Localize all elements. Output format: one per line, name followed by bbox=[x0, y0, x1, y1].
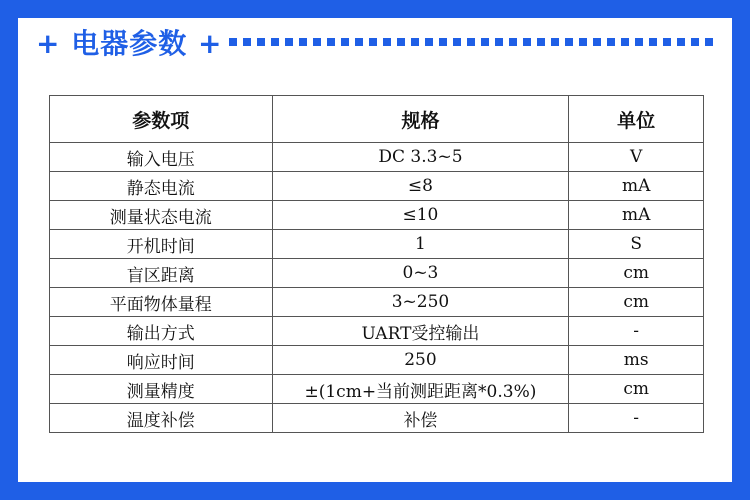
section-header bbox=[36, 22, 222, 62]
cell-param: 响应时间 bbox=[50, 346, 273, 375]
table-header-row bbox=[50, 96, 704, 143]
cell-spec: 1 bbox=[272, 230, 569, 259]
table-row bbox=[50, 404, 704, 433]
cell-unit: ms bbox=[569, 346, 704, 375]
cell-spec: 补偿 bbox=[272, 404, 569, 433]
cell-spec: UART受控输出 bbox=[272, 317, 569, 346]
table-row bbox=[50, 288, 704, 317]
table-row bbox=[50, 172, 704, 201]
cell-spec: 3~250 bbox=[272, 288, 569, 317]
column-header-spec: 规格 bbox=[272, 96, 569, 143]
column-header-unit: 单位 bbox=[569, 96, 704, 143]
cell-spec: 0~3 bbox=[272, 259, 569, 288]
table-row bbox=[50, 201, 704, 230]
cell-param: 静态电流 bbox=[50, 172, 273, 201]
table-row bbox=[50, 375, 704, 404]
table-row bbox=[50, 230, 704, 259]
cell-unit: mA bbox=[569, 201, 704, 230]
cell-unit: - bbox=[569, 317, 704, 346]
spec-table bbox=[49, 95, 704, 433]
cell-unit: V bbox=[569, 143, 704, 172]
column-header-param: 参数项 bbox=[50, 96, 273, 143]
cell-param: 盲区距离 bbox=[50, 259, 273, 288]
table-row bbox=[50, 317, 704, 346]
cell-param: 测量精度 bbox=[50, 375, 273, 404]
cell-param: 开机时间 bbox=[50, 230, 273, 259]
cell-spec: DC 3.3~5 bbox=[272, 143, 569, 172]
cell-unit: cm bbox=[569, 259, 704, 288]
cell-spec: 250 bbox=[272, 346, 569, 375]
cell-spec: ≤10 bbox=[272, 201, 569, 230]
table-row bbox=[50, 259, 704, 288]
cell-param: 温度补偿 bbox=[50, 404, 273, 433]
table-row bbox=[50, 143, 704, 172]
cell-param: 输入电压 bbox=[50, 143, 273, 172]
cell-param: 平面物体量程 bbox=[50, 288, 273, 317]
cell-param: 测量状态电流 bbox=[50, 201, 273, 230]
cell-spec: ±(1cm+当前测距距离*0.3%) bbox=[272, 375, 569, 404]
cell-unit: cm bbox=[569, 288, 704, 317]
cell-spec: ≤8 bbox=[272, 172, 569, 201]
cell-unit: - bbox=[569, 404, 704, 433]
cell-unit: S bbox=[569, 230, 704, 259]
cell-unit: cm bbox=[569, 375, 704, 404]
cell-param: 输出方式 bbox=[50, 317, 273, 346]
cell-unit: mA bbox=[569, 172, 704, 201]
dotted-divider bbox=[229, 38, 719, 46]
section-title: + 电器参数 + bbox=[36, 27, 223, 60]
table-row bbox=[50, 346, 704, 375]
